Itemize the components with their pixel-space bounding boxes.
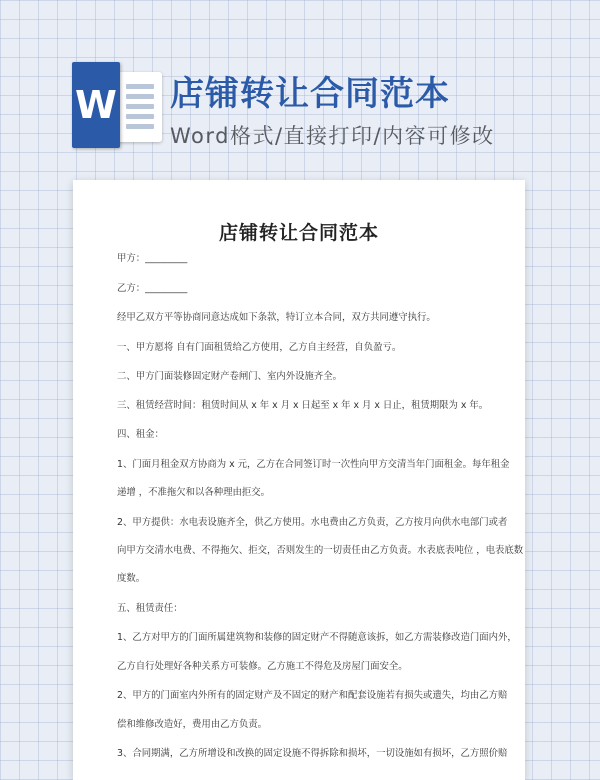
- clause-4-2-line-3: 度数。: [117, 573, 146, 584]
- word-logo-block: [72, 62, 120, 148]
- banner: [0, 0, 600, 170]
- word-document-icon: [72, 62, 164, 148]
- clause-5-heading: 五、租赁责任：: [117, 603, 183, 614]
- clause-3: 三、租赁经营时间：租赁时间从 x 年 x 月 x 日起至 x 年 x 月 x 日止，租赁期限为 x 年。: [117, 400, 489, 411]
- clause-4-heading: 四、租金：: [117, 429, 164, 440]
- banner-subtitle: Word格式/直接打印/内容可修改: [170, 124, 495, 148]
- party-b-line: 乙方：_________: [117, 283, 188, 294]
- clause-1: 一、甲方愿将 自有门面租赁给乙方使用，乙方自主经营，自负盈亏。: [117, 342, 402, 353]
- intro-paragraph: 经甲乙双方平等协商同意达成如下条款，特订立本合同，双方共同遵守执行。: [117, 312, 436, 323]
- clause-4-1-line-2: 递增 ，不准拖欠和以各种理由拒交。: [117, 487, 270, 498]
- clause-4-2-line-1: 2、甲方提供：水电表设施齐全，供乙方使用。水电费由乙方负责，乙方按月向供水电部门或者: [117, 517, 508, 528]
- clause-4-2-line-2: 向甲方交清水电费、不得拖欠、拒交，否则发生的一切责任由乙方负责。水表底表吨位 ，电表底数: [117, 545, 524, 556]
- clause-5-3-line-1: 3、合同期满，乙方所增设和改换的固定设施不得拆除和损坏，一切设施如有损坏，乙方照价赔: [117, 748, 508, 759]
- clause-5-2-line-2: 偿和维修改造好，费用由乙方负责。: [117, 719, 268, 730]
- word-logo-letter: W: [75, 83, 117, 127]
- clause-5-1-line-2: 乙方自行处理好各种关系方可装修。乙方施工不得危及房屋门面安全。: [117, 661, 408, 672]
- clause-5-1-line-1: 1、乙方对甲方的门面所属建筑物和装修的固定财产不得随意该拆，如乙方需装修改造门面内外，: [117, 632, 517, 643]
- banner-title: 店铺转让合同范本: [170, 74, 450, 114]
- clause-2: 二、甲方门面装修固定财产卷闸门、室内外设施齐全。: [117, 371, 343, 382]
- document-title: 店铺转让合同范本: [218, 222, 379, 244]
- party-a-line: 甲方：_________: [117, 253, 188, 264]
- document-page: [73, 180, 525, 780]
- clause-5-2-line-1: 2、甲方的门面室内外所有的固定财产及不固定的财产和配套设施若有损失或遗失，均由乙方赔: [117, 690, 508, 701]
- clause-4-1-line-1: 1、门面月租金双方协商为 x 元，乙方在合同签订时一次性向甲方交清当年门面租金。每年租金: [117, 459, 510, 470]
